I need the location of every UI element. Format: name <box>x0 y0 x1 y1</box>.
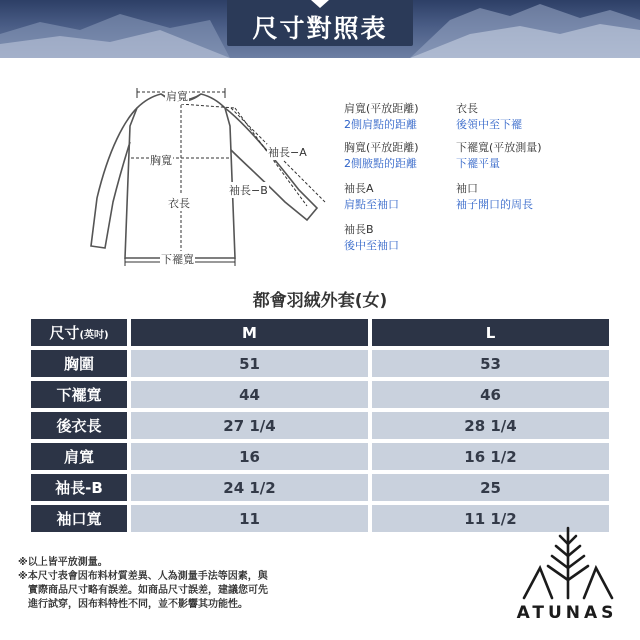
footnote-line: 實際商品尺寸略有誤差。如商品尺寸誤差，建議您可先 <box>28 585 268 596</box>
row-label: 袖長-B <box>31 474 127 501</box>
legend-term: 肩寬(平放距離) <box>344 102 419 115</box>
table-row <box>31 412 609 439</box>
row-label: 下襬寬 <box>31 381 127 408</box>
header-banner <box>0 0 640 58</box>
header-label-cell <box>31 319 127 346</box>
footnote-line: ※以上皆平放測量。 <box>18 557 108 568</box>
row-value-m: 11 <box>131 505 368 532</box>
row-label: 袖口寬 <box>31 505 127 532</box>
table-row <box>31 381 609 408</box>
row-value-m: 16 <box>131 443 368 470</box>
header-size-l: L <box>372 319 609 346</box>
garment-diagram <box>85 78 335 272</box>
legend-item <box>344 101 419 133</box>
row-value-m: 27 1/4 <box>131 412 368 439</box>
row-value-l: 25 <box>372 474 609 501</box>
table-title: 都會羽絨外套(女) <box>252 291 388 311</box>
table-row <box>31 474 609 501</box>
row-value-m: 24 1/2 <box>131 474 368 501</box>
header-label: 尺寸 <box>49 324 80 342</box>
row-value-m: 51 <box>131 350 368 377</box>
diagram-label-hem: 下襬寬 <box>161 253 194 266</box>
legend-term: 胸寬(平放距離) <box>344 141 419 154</box>
table-row <box>31 443 609 470</box>
legend-term: 袖長B <box>344 223 374 236</box>
row-value-l: 11 1/2 <box>372 505 609 532</box>
legend-item <box>344 140 419 172</box>
brand-name: ATUNAS <box>516 603 618 623</box>
diagram-label-shoulder: 肩寬 <box>166 90 188 103</box>
page-title: 尺寸對照表 <box>252 14 388 43</box>
legend-term: 衣長 <box>456 102 478 115</box>
legend-item <box>344 222 399 254</box>
row-label: 後衣長 <box>31 412 127 439</box>
footnotes <box>18 556 318 612</box>
legend-item <box>456 181 533 213</box>
legend-item <box>456 140 542 172</box>
legend-term: 袖長A <box>344 182 374 195</box>
row-value-l: 16 1/2 <box>372 443 609 470</box>
header-unit: (英吋) <box>79 330 109 341</box>
row-label: 胸圍 <box>31 350 127 377</box>
legend-item <box>456 101 522 133</box>
size-table <box>31 315 609 536</box>
row-label: 肩寬 <box>31 443 127 470</box>
table-header-row <box>31 319 609 346</box>
banner-notch <box>311 0 329 8</box>
row-value-l: 28 1/4 <box>372 412 609 439</box>
header-size-m: M <box>131 319 368 346</box>
table-row <box>31 350 609 377</box>
diagram-label-chest: 胸寬 <box>150 154 172 167</box>
legend-desc: 2側腋點的距離 <box>344 157 417 170</box>
legend-item <box>344 181 399 213</box>
jacket-outline <box>85 78 335 268</box>
legend-term: 袖口 <box>456 182 478 195</box>
diagram-label-sleeve-b: 袖長−B <box>229 184 268 197</box>
legend-desc: 2側肩點的距離 <box>344 118 417 131</box>
brand-logo-icon <box>506 524 630 604</box>
legend-desc: 下襬平量 <box>456 157 500 170</box>
footnote-line: ※本尺寸表會因布料材質差異、人為測量手法等因素，與 <box>18 571 268 582</box>
legend-term: 下襬寬(平放測量) <box>456 141 542 154</box>
footnote-line: 進行試穿，因布料特性不同，並不影響其功能性。 <box>28 599 248 610</box>
diagram-label-sleeve-a: 袖長−A <box>268 146 307 159</box>
row-value-l: 46 <box>372 381 609 408</box>
legend-desc: 袖子開口的周長 <box>456 198 533 211</box>
row-value-l: 53 <box>372 350 609 377</box>
legend-desc: 肩點至袖口 <box>344 198 399 211</box>
legend-desc: 後中至袖口 <box>344 239 399 252</box>
diagram-label-length: 衣長 <box>168 197 190 210</box>
row-value-m: 44 <box>131 381 368 408</box>
legend-desc: 後領中至下襬 <box>456 118 522 131</box>
